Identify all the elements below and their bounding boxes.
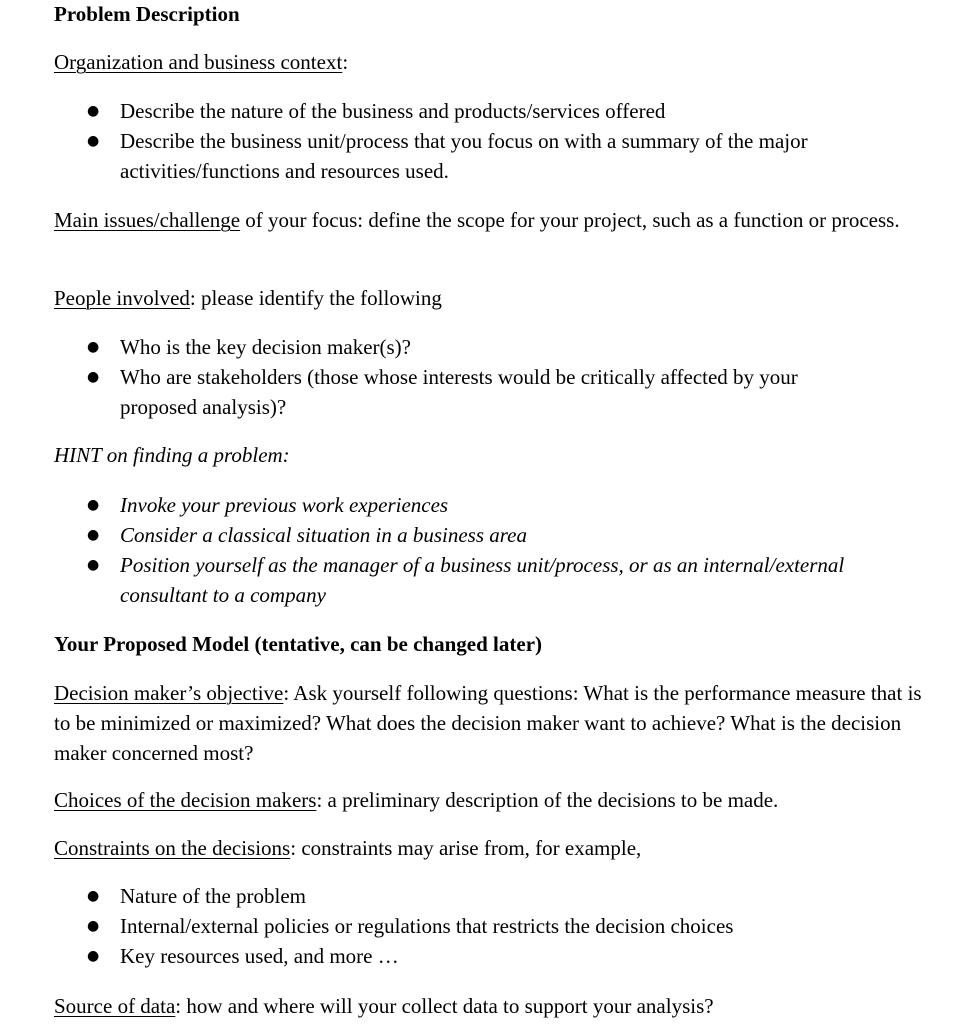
constraints-paragraph xyxy=(54,833,641,863)
list-item-text: Who are stakeholders (those whose interests would be critically affected by your proposed analysis)? xyxy=(120,365,798,419)
org-context-colon: : xyxy=(342,50,349,74)
problem-description-heading: Problem Description xyxy=(54,2,240,26)
bullet-icon: ● xyxy=(87,557,100,573)
bullet-icon: ● xyxy=(87,888,100,904)
bullet-icon: ● xyxy=(87,103,100,119)
list-item-text: Describe the business unit/process that you focus on with a summary of the major activities/functions and resources used. xyxy=(120,129,808,183)
people-involved-paragraph xyxy=(54,283,442,313)
people-bullet-list xyxy=(54,332,874,422)
list-item xyxy=(54,332,874,362)
bullet-icon: ● xyxy=(87,339,100,355)
list-item xyxy=(54,490,914,520)
bullet-icon: ● xyxy=(87,133,100,149)
org-context-paragraph xyxy=(54,47,348,77)
list-item xyxy=(54,941,914,971)
constraints-label: Constraints on the decisions xyxy=(54,836,291,860)
main-issues-label: Main issues/challenge xyxy=(54,208,241,232)
org-context-label: Organization and business context xyxy=(54,50,343,74)
proposed-model-heading: Your Proposed Model (tentative, can be changed later) xyxy=(54,632,543,656)
list-item-text: Key resources used, and more … xyxy=(120,944,399,968)
constraints-text: : constraints may arise from, for example, xyxy=(290,836,642,860)
list-item xyxy=(54,362,874,422)
list-item xyxy=(54,96,884,126)
bullet-icon: ● xyxy=(87,918,100,934)
choices-paragraph xyxy=(54,785,778,815)
hint-heading: HINT on finding a problem: xyxy=(54,443,290,467)
list-item xyxy=(54,520,914,550)
source-of-data-paragraph xyxy=(54,991,714,1021)
list-item xyxy=(54,550,914,610)
source-of-data-text: : how and where will your collect data to support your analysis? xyxy=(175,994,714,1018)
list-item xyxy=(54,126,884,186)
constraints-bullet-list xyxy=(54,881,914,971)
hint-bullet-list xyxy=(54,490,914,610)
list-item-text: Who is the key decision maker(s)? xyxy=(120,335,411,359)
objective-label: Decision maker’s objective xyxy=(54,681,284,705)
bullet-icon: ● xyxy=(87,497,100,513)
list-item-text: Nature of the problem xyxy=(120,884,307,908)
list-item-text: Describe the nature of the business and products/services offered xyxy=(120,99,666,123)
list-item-text: Consider a classical situation in a business area xyxy=(120,523,527,547)
bullet-icon: ● xyxy=(87,369,100,385)
choices-label: Choices of the decision makers xyxy=(54,788,317,812)
list-item-text: Position yourself as the manager of a business unit/process, or as an internal/external consultant to a company xyxy=(120,553,845,607)
bullet-icon: ● xyxy=(87,527,100,543)
org-bullet-list xyxy=(54,96,884,186)
choices-text: : a preliminary description of the decisions to be made. xyxy=(316,788,779,812)
list-item-text: Internal/external policies or regulations that restricts the decision choices xyxy=(120,914,734,938)
people-involved-text: : please identify the following xyxy=(189,286,442,310)
list-item xyxy=(54,881,914,911)
objective-paragraph xyxy=(54,678,924,768)
people-involved-label: People involved xyxy=(54,286,190,310)
bullet-icon: ● xyxy=(87,948,100,964)
list-item xyxy=(54,911,914,941)
source-of-data-label: Source of data xyxy=(54,994,176,1018)
list-item-text: Invoke your previous work experiences xyxy=(120,493,449,517)
objective-text: : Ask yourself following questions: What is the performance measure that is to be minimized or maximized? What does the decision maker want to achieve? What is the decision maker concerned most? xyxy=(54,681,922,765)
main-issues-paragraph xyxy=(54,205,904,235)
main-issues-text: of your focus: define the scope for your project, such as a function or process. xyxy=(240,208,900,232)
